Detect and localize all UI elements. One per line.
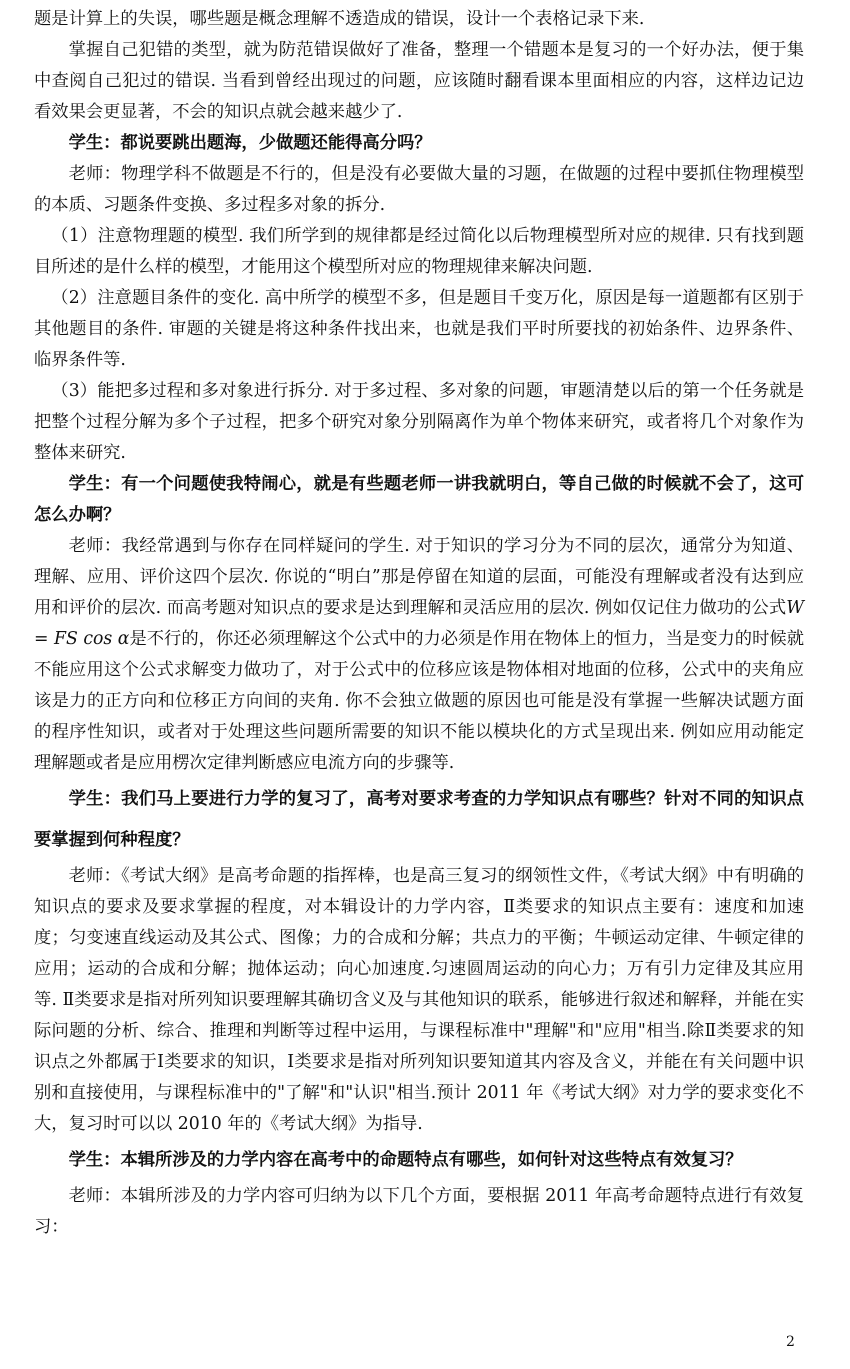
teacher-answer-3: 老师：《考试大纲》是高考命题的指挥棒，也是高三复习的纲领性文件，《考试大纲》中有明确的知识点的要求及要求掌握的程度，对本辑设计的力学内容，Ⅱ类要求的知识点主要有：速度和加速度；匀变速直线运动及其公式、图像；力的合成和分解；共点力的平衡；牛顿运动定律、牛顿定律的应用；运动的合成和分解；抛体运动；向心加速度.匀速圆周运动的向心力；万有引力定律及其应用等. Ⅱ类要求是指对所列知识要理解其确切含义及与其他知识的联系，能够进行叙述和解释，并能在实际问题的分析、综合、推理和判断等过程中运用，与课程标准中"理解"和"应用"相当.除Ⅱ类要求的知识点之外都属于Ⅰ类要求的知识，Ⅰ类要求是指对所列知识要知道其内容及含义，并能在有关问题中识别和直接使用，与课程标准中的"了解"和"认识"相当.预计 2011 年《考试大纲》对力学的要求变化不大，复习时可以以 2010 年的《考试大纲》为指导. <box>34 866 804 1134</box>
paragraph-2: 掌握自己犯错的类型，就为防范错误做好了准备，整理一个错题本是复习的一个好办法，便于集中查阅自己犯过的错误. 当看到曾经出现过的问题，应该随时翻看课本里面相应的内容，这样边记边看效果会更显著，不会的知识点就会越来越少了. <box>34 40 804 122</box>
answer-2-before: 老师：我经常遇到与你存在同样疑问的学生. 对于知识的学习分为不同的层次，通常分为知道、理解、应用、评价这四个层次. 你说的“明白”那是停留在知道的层面，可能没有理解或者没有达到应用和评价的层次. 而高考题对知识点的要求是达到理解和灵活应用的层次. 例如仅记住力做功的公式 <box>34 536 804 618</box>
work-formula: W = FS cos α <box>34 598 804 649</box>
list-item-3: （3）能把多过程和多对象进行拆分. 对于多过程、多对象的问题，审题清楚以后的第一个任务就是把整个过程分解为多个子过程，把多个研究对象分别隔离作为单个物体来研究，或者将几个对象作为整体来研究. <box>34 381 804 463</box>
student-question-4: 学生：本辑所涉及的力学内容在高考中的命题特点有哪些，如何针对这些特点有效复习？ <box>68 1150 743 1170</box>
teacher-answer-1: 老师：物理学科不做题是不行的，但是没有必要做大量的习题，在做题的过程中要抓住物理模型的本质、习题条件变换、多过程多对象的拆分. <box>34 164 804 215</box>
student-question-2: 学生：有一个问题使我特闹心，就是有些题老师一讲我就明白，等自己做的时候就不会了，这可怎么办啊？ <box>34 474 804 525</box>
answer-2-after: 是不行的，你还必须理解这个公式中的力必须是作用在物体上的恒力，当是变力的时候就不能应用这个公式求解变力做功了，对于公式中的位移应该是物体相对地面的位移，公式中的夹角应该是力的正方向和位移正方向间的夹角. 你不会独立做题的原因也可能是没有掌握一些解决试题方面的程序性知识，或者对于处理这些问题所需要的知识不能以模块化的方式呈现出来. 例如应用动能定理解题或者是应用楞次定律判断感应电流方向的步骤等. <box>34 629 804 773</box>
page-number: 2 <box>786 1334 795 1350</box>
student-question-1: 学生：都说要跳出题海，少做题还能得高分吗？ <box>68 133 432 153</box>
list-item-2: （2）注意题目条件的变化. 高中所学的模型不多，但是题目千变万化，原因是每一道题都有区别于其他题目的条件. 审题的关键是将这种条件找出来，也就是我们平时所要找的初始条件、边界条件、临界条件等. <box>34 288 804 370</box>
student-question-3: 学生：我们马上要进行力学的复习了，高考对要求考查的力学知识点有哪些？针对不同的知识点要掌握到何种程度？ <box>34 789 804 850</box>
list-item-1: （1）注意物理题的模型. 我们所学到的规律都是经过简化以后物理模型所对应的规律. 只有找到题目所述的是什么样的模型，才能用这个模型所对应的物理规律来解决问题. <box>34 226 804 277</box>
teacher-answer-4: 老师：本辑所涉及的力学内容可归纳为以下几个方面，要根据 2011 年高考命题特点进行有效复习： <box>34 1186 804 1237</box>
paragraph-1: 题是计算上的失误，哪些题是概念理解不透造成的错误，设计一个表格记录下来. <box>34 9 645 29</box>
teacher-answer-2 <box>34 531 804 779</box>
document-page <box>34 4 804 1243</box>
